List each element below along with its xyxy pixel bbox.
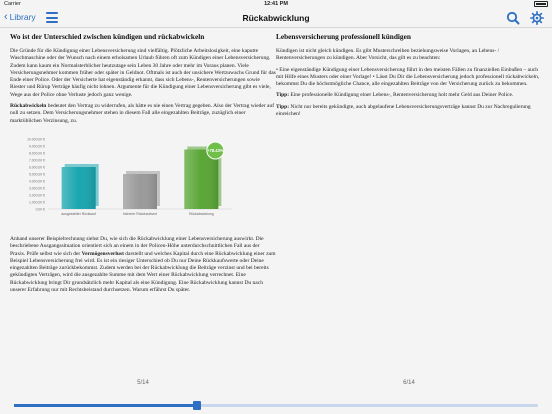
right-paragraph-1: Kündigen ist nicht gleich kündigen. Es gibt Musterschreiben beziehungsweise Vorlagen, an Lebens- / Rentenversicherungen zu kündigen. Aber Vorsicht, das gilt es zu beachten: xyxy=(276,48,500,62)
navigation-bar xyxy=(0,8,552,28)
page-number-left: 5/14 xyxy=(137,380,149,386)
status-bar xyxy=(0,0,552,8)
clock: 12:41 PM xyxy=(264,1,288,7)
left-page xyxy=(10,32,276,392)
page-scrubber[interactable] xyxy=(14,404,538,407)
page-title: Rückabwicklung xyxy=(242,13,310,23)
left-paragraph-2-text: bedeutet den Vertrag zu widerrufen, als hätte es nie einen Vertrag gegeben. Also der Vertrag wieder auf null zu setzen. Dem Versicherungsnehmer stehen in diesem Fall alle eingezahlten Beiträge, zuzüglich einer marktüblichen Verzinsung, zu. xyxy=(10,103,275,124)
left-paragraph-3 xyxy=(10,236,276,294)
y-tick-label: 3.000,00 € xyxy=(28,186,45,191)
back-label: Library xyxy=(9,12,36,22)
left-paragraph-2 xyxy=(10,103,276,125)
bar-shading xyxy=(123,174,157,209)
y-tick-label: 2.000,00 € xyxy=(28,193,45,198)
gear-icon[interactable] xyxy=(530,11,544,25)
bar-shading xyxy=(62,167,96,209)
tip-2-label: Tipp: xyxy=(276,103,290,110)
x-tick-label: Rückabwicklung xyxy=(189,211,214,216)
y-tick-label: 0,00 € xyxy=(35,207,45,212)
battery-icon xyxy=(534,1,548,7)
y-tick-label: 7.000,00 € xyxy=(28,158,45,163)
x-tick-label: bisherer Rückkaufwert xyxy=(123,211,157,216)
y-tick-label: 1.000,00 € xyxy=(28,200,45,205)
tip-1 xyxy=(276,92,542,99)
search-icon[interactable] xyxy=(506,11,520,25)
page-scrubber-thumb[interactable] xyxy=(193,401,201,410)
page-number-right: 6/14 xyxy=(403,380,415,386)
right-paragraph-2: • Eine eigenständige Kündigung einer Lebensversicherung führt in den meisten Fällen zu finanziellen Einbußen – auch mit Hilfe eines Musters oder einer Vorlage! • Lässt Du Dir die Lebensversicherung jedoch professionell rückabwickeln, bekommst Du die höchstmögliche Chance, alle eingezahlten Beiträge von der Versicherung zurück zu bekommen. xyxy=(276,66,540,88)
y-tick-label: 6.000,00 € xyxy=(28,165,45,170)
x-tick-label: ausgezahlter Rückkauf xyxy=(61,211,96,216)
y-tick-label: 8.000,00 € xyxy=(28,151,45,156)
tip-2 xyxy=(276,104,542,119)
y-tick-label: 4.000,00 € xyxy=(28,179,45,184)
right-page xyxy=(276,32,542,392)
right-heading: Lebensversicherung professionell kündigen xyxy=(276,32,411,41)
carrier-label: Carrier xyxy=(4,1,21,7)
y-tick-label: 5.000,00 € xyxy=(28,172,45,177)
left-paragraph-3-a: Anhand unserer Beispielrechnung siehst Du, wie sich die Rückabwicklung einer Lebensversicherung auswirkt. Die beschriebene Ausgangssituation orientiert sich an einem in der Policen-Höhe unterdurchschnittlichen Fall aus der Praxis. Prüfe selbst wie sich der xyxy=(10,235,264,257)
left-heading: Wo ist der Unterschied zwischen kündigen und rückabwickeln xyxy=(10,32,205,41)
y-tick-label: 9.000,00 € xyxy=(28,144,45,149)
comparison-bar-chart xyxy=(10,133,240,223)
tip-1-label: Tipp: xyxy=(276,92,290,99)
bold-term-rueckabwickeln: Rückabwickeln xyxy=(10,103,47,110)
bold-term-vermoegensverlust: Vermögensverlust xyxy=(81,250,124,257)
page-scrubber-progress xyxy=(14,404,197,407)
percent-annotation: +78.43% xyxy=(207,147,224,153)
tip-1-text: Eine professionelle Kündigung einer Lebens-, Rentenversicherung holt mehr Geld aus Deiner Police. xyxy=(289,92,514,99)
left-paragraph-3-b: darstellt und welches Kapital durch eine Rückabwicklung einer zum Beispiel Lebensversicherung frei wird. Es ist ein riesiger Unterschied ob Du nur Deine Rückkaufswerte oder Deine eingezahlten Beiträge zurückbekommst. Zudem werden bei der Rückabwicklung die Beiträge verzinst und bei bereits gekündigten Verträgen, wird die ausgezahlte Summe mit dem Wert einer Rückabwicklung verrechnet. Eine Rückabwicklung bringt Dir grundsätzlich mehr Kapital als eine Kündigung. Eine Rückabwicklung kannst Du nach unserer Erfahrung nur mit Rechtsbeistand durchsetzen. Warum erfährst Du später. xyxy=(10,250,276,294)
tip-2-text: Nicht nur bereits gekündigte, auch abgelaufene Lebensversicherungsverträge kannst Du zur Nachregulierung einreichen! xyxy=(276,103,531,118)
chevron-left-icon: ‹ xyxy=(4,10,8,23)
y-tick-label: 10.000,00 € xyxy=(27,137,45,142)
left-paragraph-1: Die Gründe für die Kündigung einer Lebensversicherung sind vielfältig. Plötzliche Arbeitslosigkeit, eine kaputte Waschmaschine oder der Wunsch nach einem erholsamen Urlaub führen oft zum Kündigen einer Lebensversicherung. Zudem kann kaum ein Normalsterblicher heutzutage sein Leben 30 Jahre oder mehr im Voraus planen. Viele Versicherungsnehmer kommen früher oder später in Geldnot. Oftmals ist auch der unsichere Wertzuwachs Grund für das Ende einer Police. Oder der Versicherte hat eigenständig erkannt, dass sich Lebens-, Rentenversicherungen sowie Riester und Rürup Verträge häufig nicht lohnen. Argumente für die Kündigung einer Lebensversicherung gibt es viele, Wege aus der Police ohne Verluste jedoch ganz wenige. xyxy=(10,48,276,98)
